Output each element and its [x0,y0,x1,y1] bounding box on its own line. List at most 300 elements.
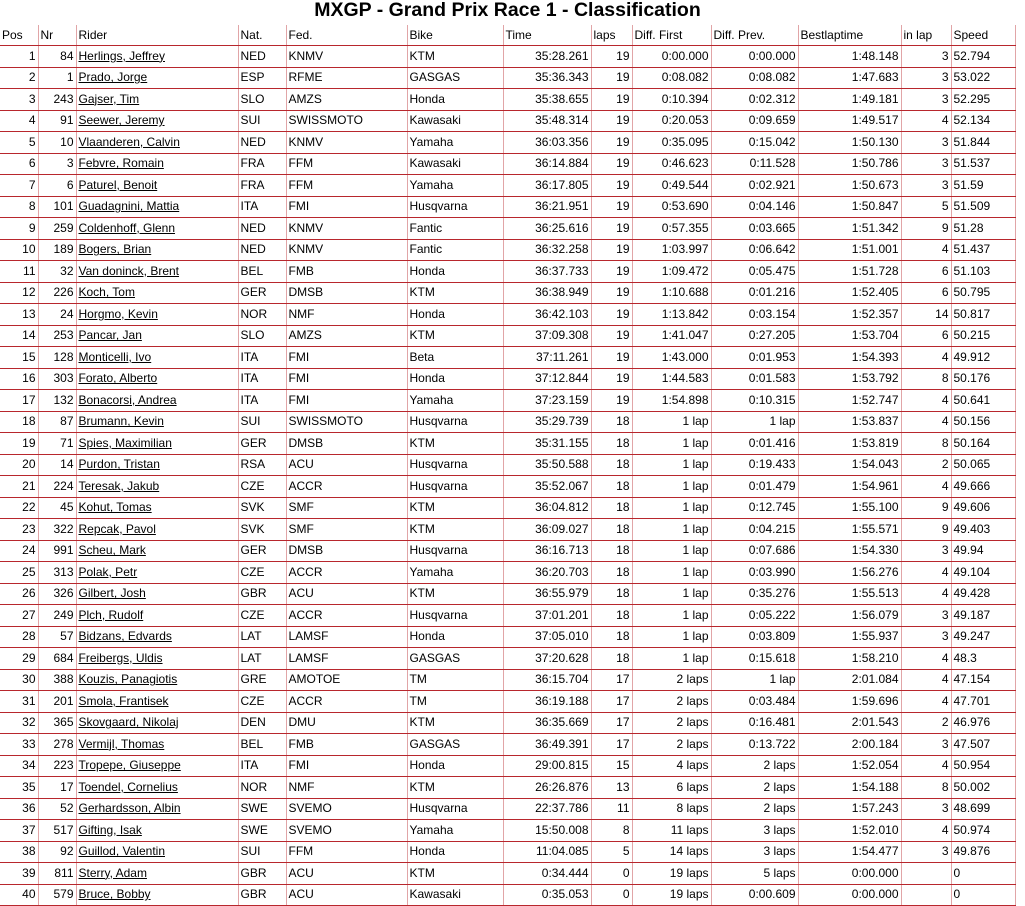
fed-cell: FFM [286,153,407,175]
fed-cell: FMB [286,261,407,283]
bike-cell: Honda [407,841,503,863]
nat-cell: GBR [238,863,286,885]
bestlaptime-cell: 1:50.673 [798,175,901,197]
rider-link[interactable]: Paturel, Benoit [78,177,158,192]
bike-cell: Honda [407,626,503,648]
diff-first-cell: 0:57.355 [632,218,711,240]
laps-cell: 18 [591,433,632,455]
diff-prev-cell: 0:02.312 [711,89,798,111]
nat-cell: GRE [238,669,286,691]
rider-link[interactable]: Van doninck, Brent [78,263,180,278]
time-cell: 35:29.739 [503,411,591,433]
speed-cell: 49.403 [951,519,1015,541]
fed-cell: DMSB [286,282,407,304]
in-lap-cell: 3 [901,605,951,627]
nat-cell: GER [238,282,286,304]
speed-cell: 49.187 [951,605,1015,627]
rider-link[interactable]: Kohut, Tomas [78,500,152,515]
fed-cell: FFM [286,175,407,197]
bestlaptime-cell: 1:53.837 [798,411,901,433]
rider-cell [76,153,238,175]
in-lap-cell: 3 [901,89,951,111]
rider-link[interactable]: Guadagnini, Mattia [78,199,180,214]
diff-prev-cell: 0:01.583 [711,368,798,390]
pos-cell: 30 [0,669,38,691]
time-cell: 0:35.053 [503,884,591,906]
in-lap-cell: 2 [901,454,951,476]
rider-link[interactable]: Purdon, Tristan [78,457,160,472]
rider-link[interactable]: Bogers, Brian [78,242,152,257]
rider-link[interactable]: Koch, Tom [78,285,135,300]
in-lap-cell: 9 [901,218,951,240]
diff-first-cell: 8 laps [632,798,711,820]
fed-cell: LAMSF [286,626,407,648]
speed-cell: 50.974 [951,820,1015,842]
table-row [0,884,1015,906]
rider-link[interactable]: Bonacorsi, Andrea [78,392,177,407]
bestlaptime-cell: 2:01.543 [798,712,901,734]
time-cell: 35:50.588 [503,454,591,476]
bestlaptime-cell: 0:00.000 [798,863,901,885]
diff-prev-cell: 0:05.222 [711,605,798,627]
bestlaptime-cell: 1:59.696 [798,691,901,713]
laps-cell: 17 [591,669,632,691]
diff-first-cell: 1:10.688 [632,282,711,304]
diff-prev-cell: 0:01.953 [711,347,798,369]
table-row [0,476,1015,498]
pos-cell: 2 [0,67,38,89]
bike-cell: KTM [407,325,503,347]
speed-cell: 52.295 [951,89,1015,111]
col-header-bestlaptime: Bestlaptime [798,25,901,46]
in-lap-cell: 4 [901,755,951,777]
diff-first-cell: 0:46.623 [632,153,711,175]
rider-cell [76,605,238,627]
nat-cell: DEN [238,712,286,734]
in-lap-cell: 8 [901,777,951,799]
diff-prev-cell: 0:01.216 [711,282,798,304]
nr-cell: 579 [38,884,76,906]
rider-link[interactable]: Gifting, Isak [78,822,142,837]
laps-cell: 15 [591,755,632,777]
bestlaptime-cell: 1:53.704 [798,325,901,347]
nr-cell: 313 [38,562,76,584]
col-header-pos: Pos [0,25,38,46]
diff-prev-cell: 0:04.215 [711,519,798,541]
rider-link[interactable]: Kouzis, Panagiotis [78,672,178,687]
speed-cell: 49.94 [951,540,1015,562]
laps-cell: 19 [591,282,632,304]
time-cell: 35:31.155 [503,433,591,455]
rider-link[interactable]: Polak, Petr [78,564,138,579]
nat-cell: GBR [238,583,286,605]
laps-cell: 11 [591,798,632,820]
rider-link[interactable]: Freibergs, Uldis [78,650,163,665]
nat-cell: CZE [238,476,286,498]
bike-cell: Husqvarna [407,411,503,433]
speed-cell: 50.065 [951,454,1015,476]
nr-cell: 17 [38,777,76,799]
diff-first-cell: 1 lap [632,454,711,476]
table-row [0,562,1015,584]
rider-link[interactable]: Horgmo, Kevin [78,306,158,321]
table-row [0,540,1015,562]
bestlaptime-cell: 1:49.181 [798,89,901,111]
pos-cell: 22 [0,497,38,519]
speed-cell: 49.428 [951,583,1015,605]
time-cell: 36:14.884 [503,153,591,175]
pos-cell: 10 [0,239,38,261]
rider-link[interactable]: Coldenhoff, Glenn [78,220,176,235]
diff-prev-cell: 0:03.154 [711,304,798,326]
nr-cell: 388 [38,669,76,691]
nat-cell: SLO [238,89,286,111]
bestlaptime-cell: 2:01.084 [798,669,901,691]
table-row [0,734,1015,756]
nat-cell: NED [238,46,286,68]
bike-cell: Fantic [407,239,503,261]
rider-cell [76,454,238,476]
nr-cell: 226 [38,282,76,304]
bike-cell: Husqvarna [407,605,503,627]
bike-cell: Kawasaki [407,153,503,175]
diff-first-cell: 1:13.842 [632,304,711,326]
diff-prev-cell: 0:00.609 [711,884,798,906]
col-header-nat: Nat. [238,25,286,46]
laps-cell: 18 [591,454,632,476]
rider-link[interactable]: Tropepe, Giuseppe [78,758,181,773]
diff-prev-cell: 0:19.433 [711,454,798,476]
diff-prev-cell: 5 laps [711,863,798,885]
rider-link[interactable]: Pancar, Jan [78,328,142,343]
time-cell: 0:34.444 [503,863,591,885]
nr-cell: 84 [38,46,76,68]
rider-link[interactable]: Repcak, Pavol [78,521,156,536]
diff-prev-cell: 3 laps [711,841,798,863]
laps-cell: 18 [591,626,632,648]
laps-cell: 18 [591,411,632,433]
nr-cell: 45 [38,497,76,519]
fed-cell: NMF [286,304,407,326]
bike-cell: Husqvarna [407,454,503,476]
speed-cell: 47.507 [951,734,1015,756]
speed-cell: 50.164 [951,433,1015,455]
nr-cell: 223 [38,755,76,777]
fed-cell: KNMV [286,218,407,240]
bestlaptime-cell: 1:56.276 [798,562,901,584]
rider-link[interactable]: Guillod, Valentin [78,844,165,859]
bike-cell: Fantic [407,218,503,240]
diff-prev-cell: 0:16.481 [711,712,798,734]
nat-cell: ITA [238,368,286,390]
rider-link[interactable]: Forato, Alberto [78,371,158,386]
nr-cell: 10 [38,132,76,154]
diff-first-cell: 1 lap [632,540,711,562]
time-cell: 36:42.103 [503,304,591,326]
rider-link[interactable]: Sterry, Adam [78,865,147,880]
diff-prev-cell: 2 laps [711,798,798,820]
rider-cell [76,540,238,562]
rider-cell [76,777,238,799]
diff-first-cell: 0:08.082 [632,67,711,89]
bike-cell: TM [407,669,503,691]
diff-first-cell: 2 laps [632,691,711,713]
bike-cell: KTM [407,46,503,68]
table-row [0,347,1015,369]
rider-link[interactable]: Gilbert, Josh [78,586,146,601]
diff-first-cell: 1:03.997 [632,239,711,261]
nat-cell: GBR [238,884,286,906]
laps-cell: 18 [591,648,632,670]
fed-cell: KNMV [286,239,407,261]
fed-cell: FMI [286,755,407,777]
time-cell: 36:55.979 [503,583,591,605]
col-header-bike: Bike [407,25,503,46]
laps-cell: 17 [591,691,632,713]
rider-link[interactable]: Bidzans, Edvards [78,629,172,644]
rider-cell [76,196,238,218]
bestlaptime-cell: 1:50.847 [798,196,901,218]
speed-cell: 49.104 [951,562,1015,584]
laps-cell: 18 [591,562,632,584]
diff-prev-cell: 0:01.416 [711,433,798,455]
rider-link[interactable]: Prado, Jorge [78,70,148,85]
pos-cell: 24 [0,540,38,562]
laps-cell: 0 [591,863,632,885]
time-cell: 36:25.616 [503,218,591,240]
bestlaptime-cell: 1:54.961 [798,476,901,498]
bike-cell: Husqvarna [407,540,503,562]
col-header-time: Time [503,25,591,46]
nat-cell: SUI [238,841,286,863]
in-lap-cell [901,884,951,906]
speed-cell: 51.59 [951,175,1015,197]
rider-link[interactable]: Febvre, Romain [78,156,164,171]
rider-link[interactable]: Herlings, Jeffrey [78,48,165,63]
laps-cell: 19 [591,196,632,218]
header-row [0,25,1015,46]
laps-cell: 18 [591,519,632,541]
rider-link[interactable]: Teresak, Jakub [78,478,160,493]
nat-cell: ESP [238,67,286,89]
pos-cell: 9 [0,218,38,240]
nr-cell: 3 [38,153,76,175]
diff-first-cell: 1:09.472 [632,261,711,283]
time-cell: 37:20.628 [503,648,591,670]
diff-first-cell: 6 laps [632,777,711,799]
diff-prev-cell: 0:08.082 [711,67,798,89]
table-row [0,863,1015,885]
bike-cell: Yamaha [407,562,503,584]
time-cell: 36:19.188 [503,691,591,713]
rider-link[interactable]: Toendel, Cornelius [78,779,178,794]
pos-cell: 39 [0,863,38,885]
pos-cell: 37 [0,820,38,842]
rider-link[interactable]: Vermijl, Thomas [78,736,165,751]
diff-first-cell: 19 laps [632,863,711,885]
time-cell: 36:21.951 [503,196,591,218]
laps-cell: 18 [591,583,632,605]
nat-cell: BEL [238,261,286,283]
bestlaptime-cell: 1:51.728 [798,261,901,283]
diff-first-cell: 0:49.544 [632,175,711,197]
nat-cell: CZE [238,691,286,713]
rider-link[interactable]: Vlaanderen, Calvin [78,134,180,149]
rider-cell [76,67,238,89]
fed-cell: ACU [286,454,407,476]
in-lap-cell: 3 [901,798,951,820]
bike-cell: GASGAS [407,648,503,670]
pos-cell: 35 [0,777,38,799]
nat-cell: ITA [238,755,286,777]
in-lap-cell: 4 [901,476,951,498]
table-row [0,755,1015,777]
in-lap-cell: 3 [901,67,951,89]
laps-cell: 19 [591,390,632,412]
time-cell: 37:01.201 [503,605,591,627]
rider-link[interactable]: Skovgaard, Nikolaj [78,715,179,730]
rider-cell [76,519,238,541]
nr-cell: 249 [38,605,76,627]
pos-cell: 32 [0,712,38,734]
speed-cell: 49.606 [951,497,1015,519]
nat-cell: NED [238,132,286,154]
bike-cell: TM [407,691,503,713]
nr-cell: 303 [38,368,76,390]
table-row [0,691,1015,713]
time-cell: 35:28.261 [503,46,591,68]
time-cell: 36:37.733 [503,261,591,283]
table-row [0,132,1015,154]
pos-cell: 29 [0,648,38,670]
bike-cell: Honda [407,89,503,111]
fed-cell: SVEMO [286,820,407,842]
rider-link[interactable]: Bruce, Bobby [78,887,151,902]
bestlaptime-cell: 1:54.330 [798,540,901,562]
rider-cell [76,755,238,777]
rider-link[interactable]: Monticelli, Ivo [78,349,152,364]
time-cell: 36:17.805 [503,175,591,197]
table-row [0,368,1015,390]
table-row [0,411,1015,433]
table-row [0,282,1015,304]
bike-cell: KTM [407,777,503,799]
speed-cell: 50.795 [951,282,1015,304]
table-row [0,239,1015,261]
rider-cell [76,476,238,498]
time-cell: 22:37.786 [503,798,591,820]
rider-cell [76,648,238,670]
diff-first-cell: 0:53.690 [632,196,711,218]
nr-cell: 201 [38,691,76,713]
in-lap-cell: 8 [901,433,951,455]
in-lap-cell: 3 [901,132,951,154]
fed-cell: FMB [286,734,407,756]
table-row [0,583,1015,605]
rider-cell [76,626,238,648]
fed-cell: ACCR [286,605,407,627]
nat-cell: ITA [238,390,286,412]
nat-cell: SWE [238,798,286,820]
rider-link[interactable]: Plch, Rudolf [78,607,144,622]
rider-cell [76,89,238,111]
bike-cell: Husqvarna [407,196,503,218]
bike-cell: KTM [407,433,503,455]
in-lap-cell: 3 [901,841,951,863]
nr-cell: 24 [38,304,76,326]
speed-cell: 51.437 [951,239,1015,261]
speed-cell: 50.641 [951,390,1015,412]
bike-cell: Honda [407,368,503,390]
nat-cell: LAT [238,648,286,670]
speed-cell: 47.154 [951,669,1015,691]
fed-cell: FMI [286,368,407,390]
laps-cell: 19 [591,347,632,369]
bike-cell: Honda [407,261,503,283]
diff-prev-cell: 0:04.146 [711,196,798,218]
rider-link[interactable]: Spies, Maximilian [78,435,172,450]
fed-cell: NMF [286,777,407,799]
time-cell: 36:49.391 [503,734,591,756]
rider-link[interactable]: Scheu, Mark [78,543,146,558]
in-lap-cell: 4 [901,347,951,369]
rider-link[interactable]: Brumann, Kevin [78,414,164,429]
table-row [0,175,1015,197]
classification-table [0,25,1016,906]
diff-prev-cell: 1 lap [711,411,798,433]
in-lap-cell: 4 [901,562,951,584]
diff-prev-cell: 0:05.475 [711,261,798,283]
rider-link[interactable]: Smola, Frantisek [78,693,169,708]
bestlaptime-cell: 1:55.937 [798,626,901,648]
table-row [0,519,1015,541]
bestlaptime-cell: 1:47.683 [798,67,901,89]
diff-first-cell: 14 laps [632,841,711,863]
nr-cell: 365 [38,712,76,734]
col-header-diff-first: Diff. First [632,25,711,46]
time-cell: 26:26.876 [503,777,591,799]
page-title: MXGP - Grand Prix Race 1 - Classification [314,0,701,21]
speed-cell: 52.794 [951,46,1015,68]
rider-link[interactable]: Seewer, Jeremy [78,113,165,128]
nr-cell: 128 [38,347,76,369]
diff-first-cell: 1 lap [632,411,711,433]
nat-cell: FRA [238,153,286,175]
rider-link[interactable]: Gerhardsson, Albin [78,801,181,816]
table-row [0,820,1015,842]
speed-cell: 0 [951,863,1015,885]
rider-cell [76,347,238,369]
in-lap-cell: 5 [901,196,951,218]
diff-first-cell: 1 lap [632,476,711,498]
bestlaptime-cell: 1:57.243 [798,798,901,820]
diff-first-cell: 4 laps [632,755,711,777]
nr-cell: 189 [38,239,76,261]
laps-cell: 19 [591,46,632,68]
nat-cell: SVK [238,519,286,541]
diff-prev-cell: 0:10.315 [711,390,798,412]
rider-link[interactable]: Gajser, Tim [78,91,140,106]
speed-cell: 50.215 [951,325,1015,347]
nr-cell: 52 [38,798,76,820]
nr-cell: 92 [38,841,76,863]
speed-cell: 49.247 [951,626,1015,648]
pos-cell: 18 [0,411,38,433]
fed-cell: FFM [286,841,407,863]
time-cell: 36:16.713 [503,540,591,562]
diff-first-cell: 0:00.000 [632,46,711,68]
diff-prev-cell: 0:03.809 [711,626,798,648]
